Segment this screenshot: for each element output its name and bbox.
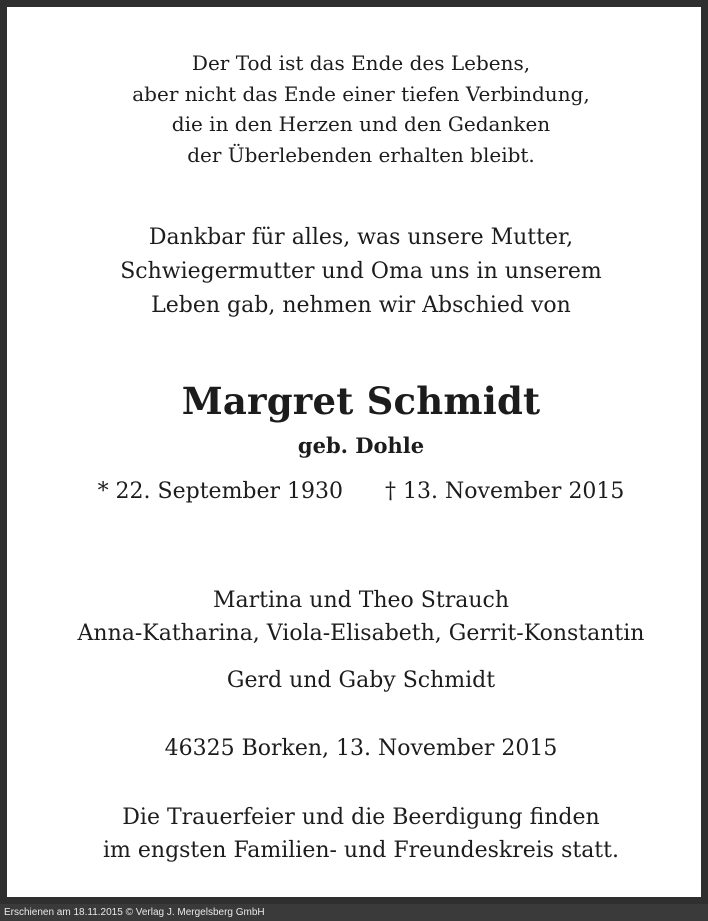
funeral-info bbox=[14, 801, 708, 867]
quote-line: der Überlebenden erhalten bleibt. bbox=[187, 142, 535, 167]
quote-line: die in den Herzen und den Gedanken bbox=[171, 112, 551, 136]
family-line: Martina und Theo Strauch bbox=[212, 588, 510, 613]
family-line: Anna-Katharina, Viola-Elisabeth, Gerrit-Konstantin bbox=[77, 621, 645, 646]
quote bbox=[14, 48, 708, 170]
life-dates bbox=[14, 476, 708, 508]
death-date: † 13. November 2015 bbox=[385, 479, 625, 504]
quote-line: Der Tod ist das Ende des Lebens, bbox=[191, 51, 531, 75]
publication-footer: Erschienen am 18.11.2015 © Verlag J. Mergelsberg GmbH bbox=[0, 904, 708, 921]
obituary-content bbox=[14, 14, 708, 904]
funeral-line: Die Trauerfeier und die Beerdigung finden bbox=[122, 805, 600, 830]
thanks-line: Schwiegermutter und Oma uns in unserem bbox=[120, 259, 602, 284]
family-group-1 bbox=[14, 584, 708, 650]
deceased-name: Margret Schmidt bbox=[181, 379, 541, 423]
thanks-line: Leben gab, nehmen wir Abschied von bbox=[151, 293, 571, 318]
funeral-line: im engsten Familien- und Freundeskreis statt. bbox=[102, 838, 619, 863]
quote-line: aber nicht das Ende einer tiefen Verbindung, bbox=[132, 81, 590, 106]
thanks-text bbox=[14, 221, 708, 323]
birth-date: * 22. September 1930 bbox=[97, 479, 344, 504]
thanks-line: Dankbar für alles, was unsere Mutter, bbox=[148, 225, 574, 250]
family-group-2: Gerd und Gaby Schmidt bbox=[226, 668, 496, 693]
maiden-name: geb. Dohle bbox=[297, 433, 425, 458]
place-date: 46325 Borken, 13. November 2015 bbox=[164, 736, 558, 761]
